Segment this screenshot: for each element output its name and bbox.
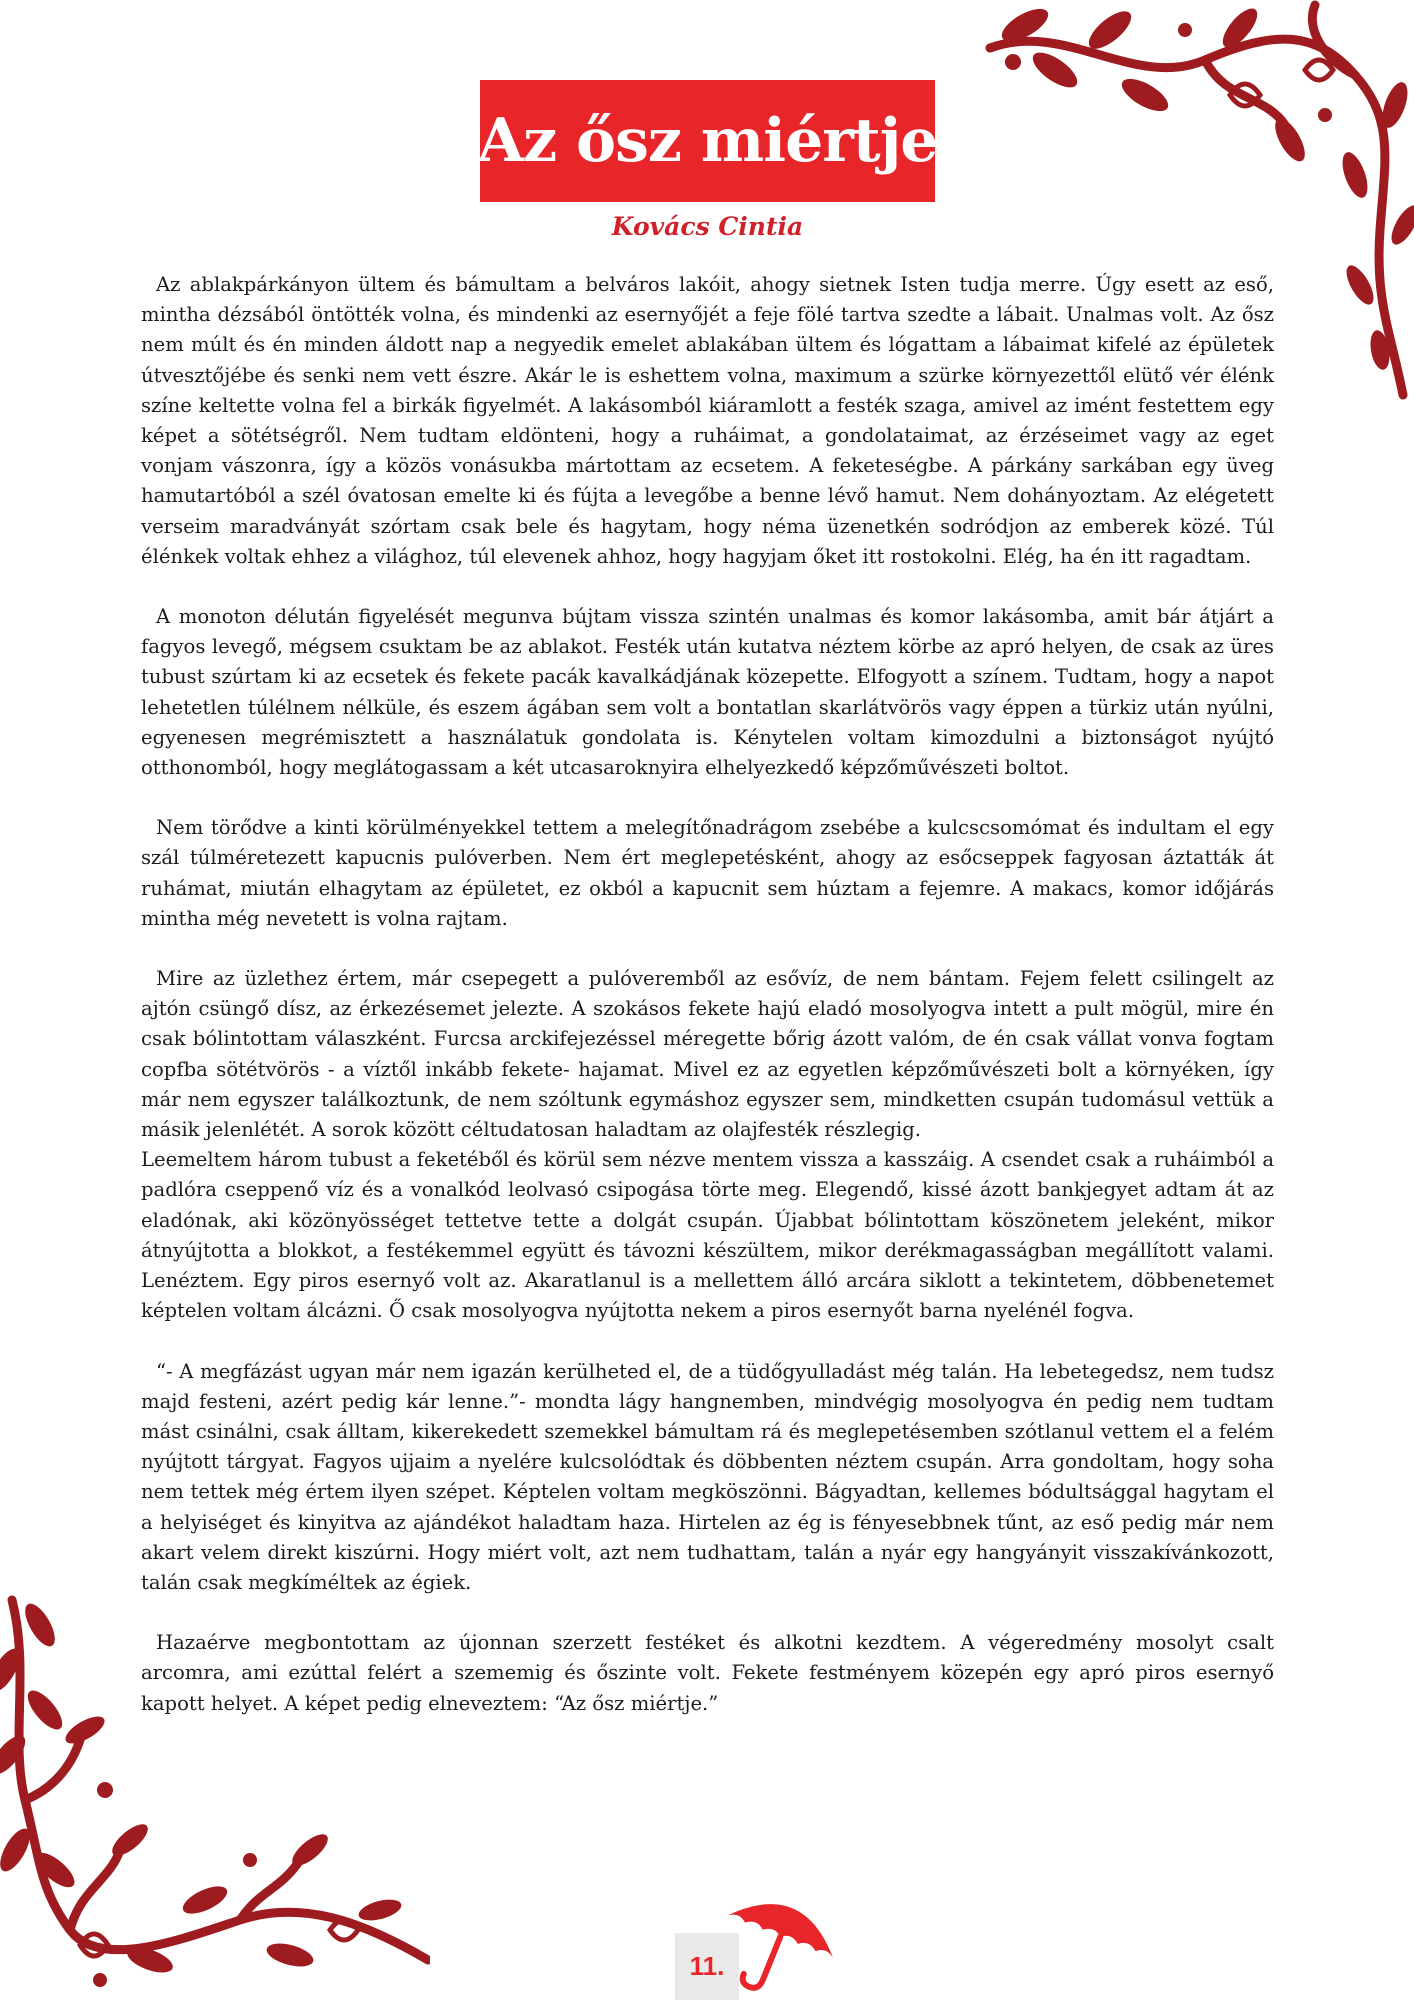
- paragraph: Mire az üzlethez értem, már csepegett a pulóveremből az esővíz, de nem bántam. Fejem felett csilingelt az ajtón csüngő dísz, az érkezésemet jelezte. A szokásos fekete hajú eladó mosolyogva intett a pult mögül, mire én csak bólintottam válaszként. Furcsa arckifejezéssel méregette bőrig ázott valóm, de én csak vállat vonva fogtam copfba sötétvörös - a víztől inkább fekete- hajamat. Mivel ez az egyetlen képzőművészeti bolt a környéken, így már nem egyszer találkoztunk, de nem szóltunk egymáshoz egyszer sem, mindketten csupán tudomásul vettük a másik jelenlétét. A sorok között céltudatosan haladtam az olajfesték részlegig.: [141, 967, 1274, 1142]
- page-number: 11.: [689, 1951, 725, 1981]
- page-title: Az ősz miértje: [477, 106, 938, 176]
- paragraph: Leemeltem három tubust a feketéből és körül sem nézve mentem vissza a kasszáig. A csendet csak a ruháimból a padlóra cseppenő víz és a vonalkód leolvasó csipogása törte meg. Elegendő, kissé ázott bankjegyet adtam át az eladónak, aki közönyösséget tettetve tette a dolgát csupán. Újabbat bólintottam köszönetem jeleként, mikor átnyújtotta a blokkot, a festékemmel együtt és távozni készültem, mikor derékmagasságban megállított valami. Lenéztem. Egy piros esernyő volt az. Akaratlanul is a mellettem álló arcára siklott a tekintetem, döbbenetemet képtelen voltam álcázni. Ő csak mosolyogva nyújtotta nekem a piros esernyőt barna nyelénél fogva.: [141, 1148, 1274, 1323]
- paragraph: A monoton délután figyelését megunva bújtam vissza szintén unalmas és komor lakásomba, amit bár átjárt a fagyos levegő, mégsem csuktam be az ablakot. Festék után kutatva néztem körbe az apró helyen, de csak az üres tubust szúrtam ki az ecsetek és fekete pacák kavalkádjának közepette. Elfogyott a színem. Tudtam, hogy a napot lehetetlen túlélnem nélküle, és eszem ágában sem volt a bontatlan skarlátvörös vagy éppen a türkiz után nyúlni, egyenesen megrémisztett a használatuk gondolata is. Kénytelen voltam kimozdulni a biztonságot nyújtó otthonomból, hogy meglátogassam a két utcasaroknyira elhelyezkedő képzőművészeti boltot.: [141, 605, 1274, 780]
- page-number-box: [675, 1933, 739, 2000]
- paragraph: Hazaérve megbontottam az újonnan szerzett festéket és alkotni kezdtem. A végeredmény mosolyt csalt arcomra, ami ezúttal felért a szememig és őszinte volt. Fekete festményem közepén egy apró piros esernyő kapott helyet. A képet pedig elneveztem: “Az ősz miértje.”: [141, 1631, 1274, 1715]
- paragraph: Az ablakpárkányon ültem és bámultam a belváros lakóit, ahogy sietnek Isten tudja merre. Úgy esett az eső, mintha dézsából öntötték volna, és mindenki az esernyőjét a feje fölé tartva szedte a lábait. Unalmas volt. Az ősz nem múlt és én minden áldott nap a negyedik emelet ablakában ültem és lógattam a lábaimat kifelé az épületek útvesztőjébe és senki nem vett észre. Akár le is eshettem volna, maximum a szürke környezettől elütő vér élénk színe keltette volna fel a birkák figyelmét. A lakásomból kiáramlott a festék szaga, amivel az imént festettem egy képet a sötétségről. Nem tudtam eldönteni, hogy a ruháimat, a gondolataimat, az érzéseimet vagy az eget vonjam vászonra, így a közös vonásukba mártottam az ecsetem. A feketeségbe. A párkány sarkában egy üveg hamutartóból a szél óvatosan emelte ki és fújta a levegőbe a benne lévő hamut. Nem dohányoztam. Az elégetett verseim maradványát szórtam csak bele és hagytam, hogy néma üzenetkén sodródjon az emberek közé. Túl élénkek voltak ehhez a világhoz, túl elevenek ahhoz, hogy hagyjam őket itt rostokolni. Elég, ha én itt ragadtam.: [141, 273, 1274, 568]
- author-name: Kovács Cintia: [611, 212, 804, 241]
- title-banner: [477, 80, 938, 202]
- paragraph: Nem törődve a kinti körülményekkel tettem a melegítőnadrágom zsebébe a kulcscsomómat és indultam el egy szál túlméretezett kapucnis pulóverben. Nem ért meglepetésként, ahogy az esőcseppek fagyosan áztatták át ruhámat, miután elhagytam az épületet, ez okból a kapucnit sem húztam a fejemre. A makacs, komor időjárás mintha még nevetett is volna rajtam.: [141, 816, 1274, 930]
- paragraph: “- A megfázást ugyan már nem igazán kerülheted el, de a tüdőgyulladást még talán. Ha lebetegedsz, nem tudsz majd festeni, azért pedig kár lenne.”- mondta lágy hangnemben, mindvégig mosolyogva én pedig nem tudtam mást csinálni, csak álltam, kikerekedett szemekkel bámultam rá és meglepetésemben szótlanul vettem el a felém nyújtott tárgyat. Fagyos ujjaim a nyelére kulcsolódtak és döbbenten néztem csupán. Arra gondoltam, hogy soha nem tettek még értem ilyen szépet. Képtelen voltam megköszönni. Bágyadtan, kellemes bódultsággal hagytam el a helyiséget és kinyitva az ajándékot haladtam haza. Hirtelen az ég is fényesebbnek tűnt, az eső pedig már nem akart velem direkt kiszúrni. Hogy miért volt, azt nem tudhattam, talán a nyár egy hangyányit visszakívánkozott, talán csak megkíméltek az égiek.: [141, 1359, 1274, 1594]
- story-body: [141, 270, 1274, 1719]
